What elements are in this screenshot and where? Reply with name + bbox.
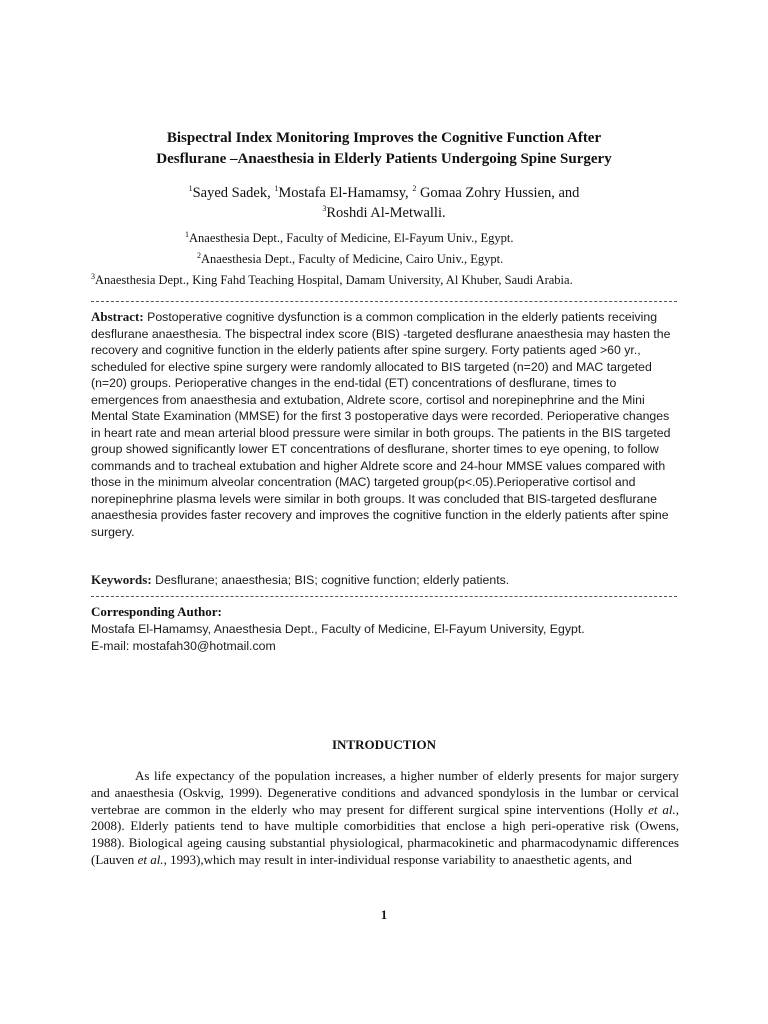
affiliation-2-mark: 2	[197, 250, 201, 260]
abstract-text: Postoperative cognitive dysfunction is a common complication in the elderly patients receiving desflurane anaesthesia. The bispectral index score (BIS) -targeted desflurane anaesthesia may hasten the recovery and cognitive function in the elderly patients after spine surgery. Forty patients aged >60 yr., scheduled for elective spine surgery were randomly allocated to BIS targeted (n=20) and MAC targeted (n=20) groups. Perioperative changes in the end-tidal (ET) concentrations of desflurane, times to emergences from anaesthesia and extubation, Aldrete score, cortisol and norepinephrine and the Mini Mental State Examination (MMSE) for the first 3 postoperative days were recorded. Perioperative changes in heart rate and mean arterial blood pressure were similar in both groups. The patients in the BIS targeted group showed significantly lower ET concentrations of desflurane, shorter times to eye opening, to follow commands and to tracheal extubation and higher Aldrete score and 24-hour MMSE values compared with those in the minimum alveolar concentration (MAC) targeted group(p<.05).Perioperative cortisol and norepinephrine plasma levels were similar in both groups. It was concluded that BIS-targeted desflurane anaesthesia provides faster recovery and improves the cognitive function in the elderly patients after spine surgery.	[91, 310, 671, 539]
intro-text-3: , 1993),which may result in inter-individual response variability to anaesthetic agents, and	[163, 851, 632, 867]
abstract-label: Abstract:	[91, 309, 144, 324]
introduction-heading: INTRODUCTION	[331, 737, 436, 752]
intro-text-2: , 2008). Elderly patients tend to have multiple comorbidities that enclose a high peri-operative risk (Owens, 1988). Biological ageing causing substantial physiological, pharmacokinetic and pharmacodynamic differences (Lauven	[91, 801, 679, 867]
author-3-name: Gomaa Zohry Hussien, and	[416, 185, 580, 201]
paper-title	[60, 128, 708, 170]
section-divider-top	[91, 301, 677, 302]
intro-citation-etal-1: et al.	[648, 801, 676, 817]
affiliation-1-text: Anaesthesia Dept., Faculty of Medicine, El-Fayum Univ., Egypt.	[189, 231, 514, 245]
intro-text-1: As life expectancy of the population increases, a higher number of elderly presents for major surgery and anaesthesia (Oskvig, 1999). Degenerative conditions and advanced spondylosis in the lumbar or cervical vertebrae are common in the elderly who may present for different surgical spine interventions (Holly	[91, 768, 679, 817]
affiliation-3-text: Anaesthesia Dept., King Fahd Teaching Hospital, Damam University, Al Khuber, Saudi Arabia.	[95, 273, 573, 287]
author-4-name: Roshdi Al-Metwalli.	[326, 205, 446, 221]
corresponding-author-details	[91, 621, 677, 654]
author-2-name: Mostafa El-Hamamsy,	[278, 185, 413, 201]
corresponding-author-heading: Corresponding Author:	[91, 604, 222, 619]
author-3-affiliation-mark: 2	[412, 184, 417, 194]
author-line-1	[80, 183, 688, 203]
section-divider-bottom	[91, 596, 677, 597]
title-line-2: Desflurane –Anaesthesia in Elderly Patients Undergoing Spine Surgery	[156, 151, 612, 167]
author-2-affiliation-mark: 1	[274, 184, 279, 194]
keywords-label: Keywords:	[91, 572, 152, 587]
affiliation-1-mark: 1	[185, 229, 189, 239]
affiliation-2-text: Anaesthesia Dept., Faculty of Medicine, Cairo Univ., Egypt.	[201, 252, 504, 266]
affiliation-3	[91, 272, 573, 288]
author-line-2	[80, 203, 688, 223]
affiliation-3-mark: 3	[91, 271, 95, 281]
affiliation-2	[197, 251, 503, 267]
abstract	[91, 309, 677, 540]
keywords	[91, 572, 677, 589]
author-1-name: Sayed Sadek,	[192, 185, 275, 201]
corresponding-author-email: E-mail: mostafah30@hotmail.com	[91, 638, 276, 653]
introduction-paragraph	[91, 768, 679, 869]
intro-citation-etal-2: et al.	[137, 851, 164, 867]
keywords-text: Desflurane; anaesthesia; BIS; cognitive function; elderly patients.	[151, 573, 510, 587]
author-1-affiliation-mark: 1	[188, 184, 193, 194]
page-number: 1	[380, 908, 388, 922]
corresponding-author-affiliation: Mostafa El-Hamamsy, Anaesthesia Dept., Faculty of Medicine, El-Fayum University, Egypt.	[91, 622, 585, 636]
author-4-affiliation-mark: 3	[322, 204, 327, 214]
affiliation-1	[185, 230, 513, 246]
author-list	[80, 183, 688, 223]
title-line-1: Bispectral Index Monitoring Improves the Cognitive Function After	[166, 130, 602, 146]
